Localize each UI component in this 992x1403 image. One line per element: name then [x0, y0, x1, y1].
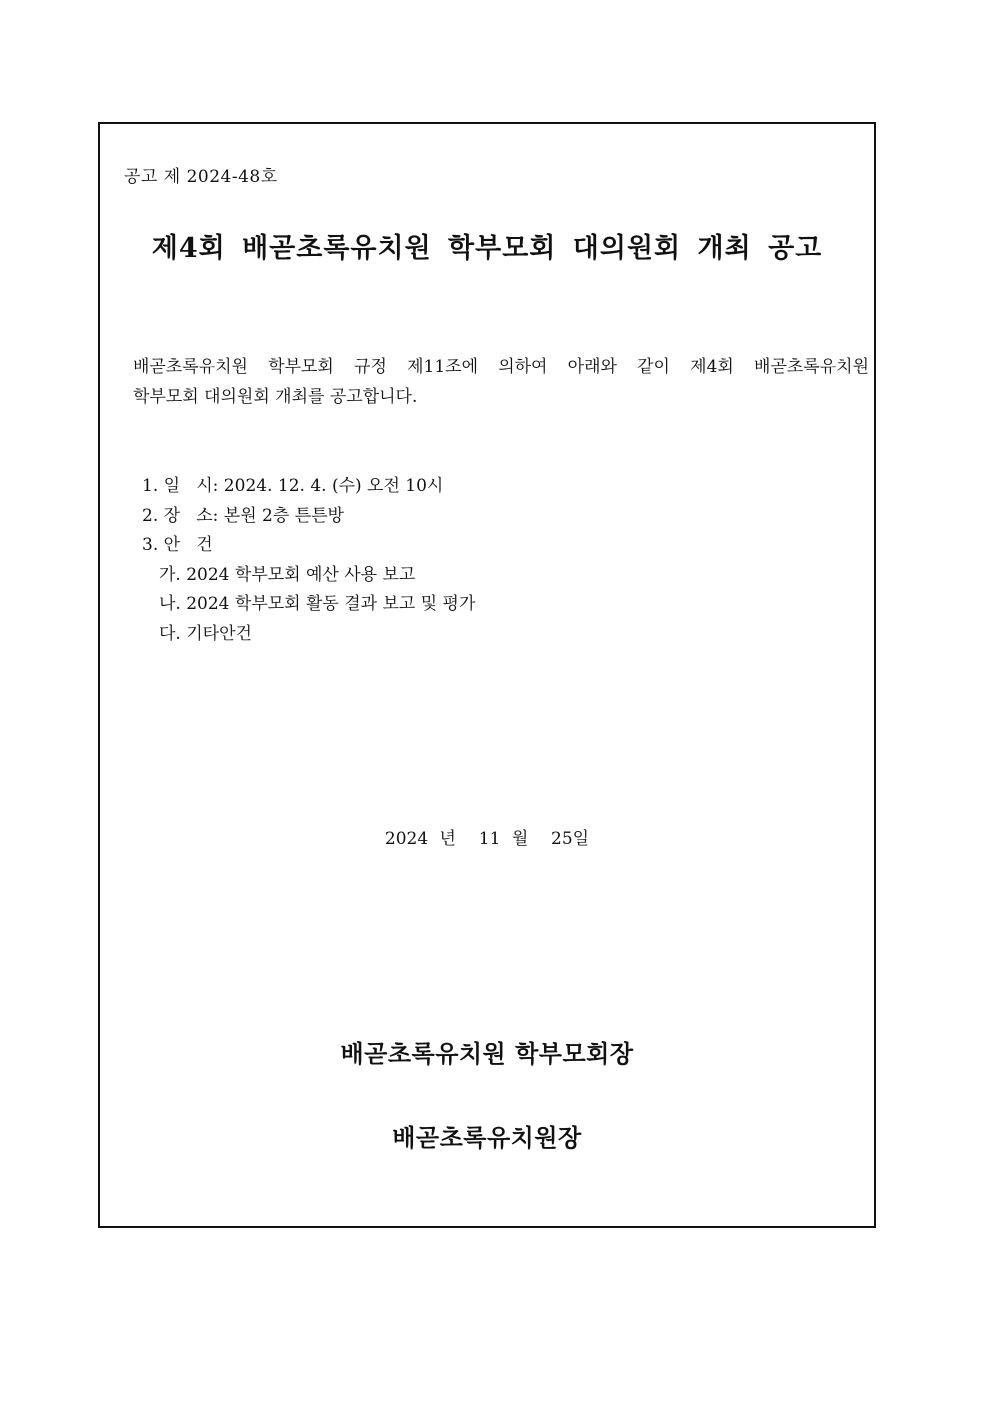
agenda-subitem-budget: 가. 2024 학부모회 예산 사용 보고 [159, 564, 416, 585]
intro-line-1: 배곧초록유치원 학부모회 규정 제11조에 의하여 아래와 같이 제4회 배곧초록유치원 [133, 357, 869, 377]
notice-number: 공고 제 2024-48호 [124, 167, 278, 187]
document-title: 제4회 배곧초록유치원 학부모회 대의원회 개최 공고 [151, 233, 823, 264]
notice-date: 2024 년 11 월 25일 [384, 829, 590, 849]
agenda-subitem-other: 다. 기타안건 [159, 623, 252, 644]
agenda-subitem-activities: 나. 2024 학부모회 활동 결과 보고 및 평가 [159, 594, 476, 614]
agenda-item-topics: 3. 안 건 [142, 535, 213, 555]
intro-paragraph [133, 352, 869, 412]
signature-association-head: 배곧초록유치원 학부모회장 [340, 1039, 634, 1068]
agenda-item-datetime: 1. 일 시: 2024. 12. 4. (수) 오전 10시 [142, 476, 444, 496]
agenda-item-place: 2. 장 소: 본원 2층 튼튼방 [142, 505, 344, 526]
intro-line-2: 학부모회 대의원회 개최를 공고합니다. [133, 387, 418, 407]
signature-principal: 배곧초록유치원장 [392, 1123, 582, 1152]
agenda-list [142, 472, 475, 649]
